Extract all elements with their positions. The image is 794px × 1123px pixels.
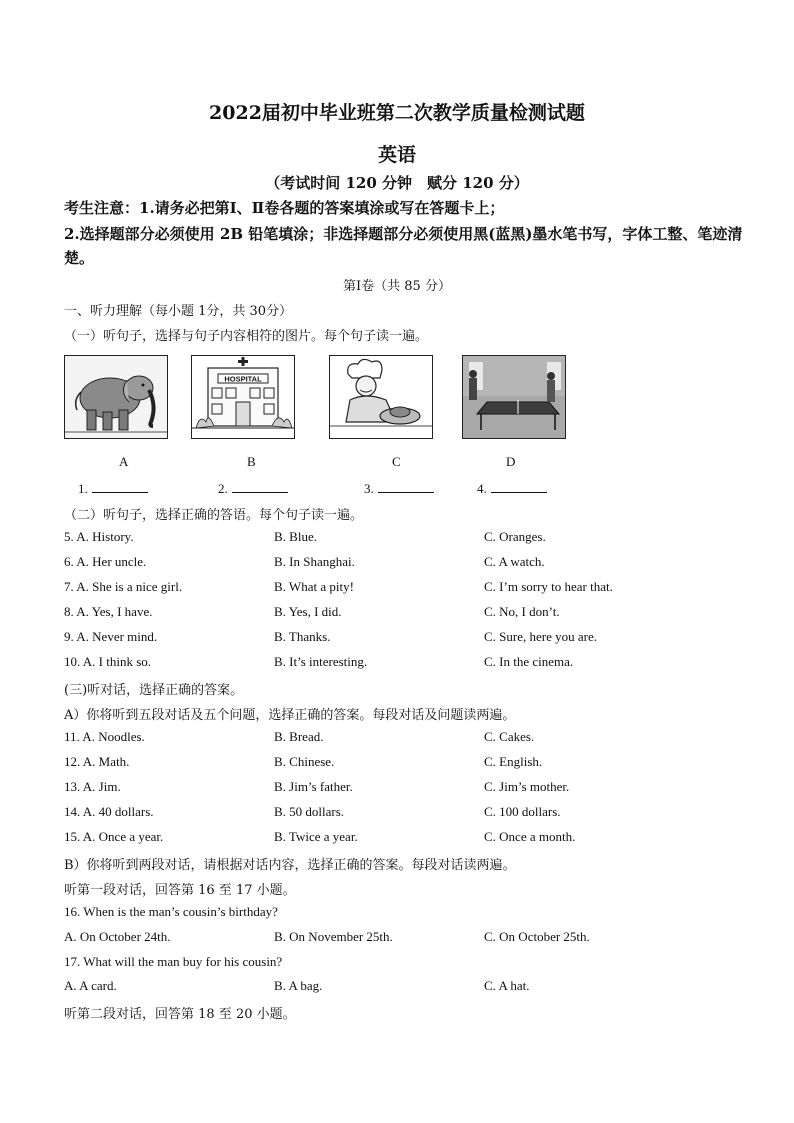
picture-label-c: C	[392, 454, 401, 469]
question-row: 10. A. I think so. B. It’s interesting. C. In the cinema.	[64, 654, 574, 669]
question-row: 5. A. History. B. Blue. C. Oranges.	[64, 529, 546, 544]
picture-d	[462, 355, 566, 439]
question-row: 14. A. 40 dollars. B. 50 dollars. C. 100 dollars.	[64, 804, 561, 819]
answer-blank-4: 4.	[477, 480, 547, 497]
question-17: 17. What will the man buy for his cousin?	[64, 954, 283, 969]
picture-c	[329, 355, 433, 439]
question-row: 12. A. Math. B. Chinese. C. English.	[64, 754, 543, 769]
section1-heading: （一）听句子，选择与句子内容相符的图片。每个句子读一遍。	[64, 329, 429, 344]
svg-text:HOSPITAL: HOSPITAL	[224, 374, 262, 384]
hospital-icon	[192, 356, 294, 438]
question-row: 8. A. Yes, I have. B. Yes, I did. C. No, I don’t.	[64, 604, 560, 619]
blank-line	[491, 480, 547, 493]
question-row: A. On October 24th. B. On November 25th. C. On October 25th.	[64, 929, 590, 944]
exam-info: （考试时间 120 分钟 赋分 120 分）	[265, 174, 529, 192]
question-16: 16. When is the man’s cousin’s birthday?	[64, 904, 278, 919]
notice-line-1: 考生注意：1.请务必把第Ⅰ、Ⅱ卷各题的答案填涂或写在答题卡上；	[64, 199, 505, 217]
elephant-icon	[65, 356, 167, 438]
question-row: 15. A. Once a year. B. Twice a year. C. Once a month.	[64, 829, 576, 844]
part1-heading: 一、听力理解（每小题 1分，共 30分）	[64, 304, 293, 319]
section3-sub-a: A）你将听到五段对话及五个问题，选择正确的答案。每段对话及问题读两遍。	[64, 708, 516, 723]
section2-heading: （二）听句子，选择正确的答语。每个句子读一遍。	[64, 508, 364, 523]
exam-title: 2022届初中毕业班第二次教学质量检测试题	[209, 102, 585, 124]
blank-line	[232, 480, 288, 493]
notice-line-2: 2.选择题部分必须使用 2B 铅笔填涂；非选择题部分必须使用黑(蓝黑)墨水笔书写，字体工整、笔迹清楚。	[64, 225, 743, 267]
question-row: 9. A. Never mind. B. Thanks. C. Sure, here you are.	[64, 629, 597, 644]
table-tennis-icon	[463, 356, 565, 438]
picture-label-d: D	[506, 454, 516, 469]
subject-title: 英语	[377, 144, 416, 166]
question-row: 6. A. Her uncle. B. In Shanghai. C. A watch.	[64, 554, 545, 569]
section3-sub-b: B）你将听到两段对话，请根据对话内容，选择正确的答案。每段对话读两遍。	[64, 858, 516, 873]
question-row: 11. A. Noodles. B. Bread. C. Cakes.	[64, 729, 535, 744]
dialog1-instruction: 听第一段对话，回答第 16 至 17 小题。	[64, 883, 296, 898]
answer-blank-1: 1.	[78, 480, 148, 497]
picture-a	[64, 355, 168, 439]
blank-line	[92, 480, 148, 493]
volume-title: 第Ⅰ卷（共 85 分）	[343, 279, 451, 294]
question-row: 13. A. Jim. B. Jim’s father. C. Jim’s mother.	[64, 779, 570, 794]
answer-blank-2: 2.	[218, 480, 288, 497]
picture-b	[191, 355, 295, 439]
blank-line	[378, 480, 434, 493]
picture-label-b: B	[247, 454, 256, 469]
dialog2-instruction: 听第二段对话，回答第 18 至 20 小题。	[64, 1007, 296, 1022]
picture-label-a: A	[119, 454, 129, 469]
question-row: A. A card. B. A bag. C. A hat.	[64, 978, 530, 993]
chef-icon	[330, 356, 432, 438]
section3-heading: (三)听对话，选择正确的答案。	[64, 683, 244, 698]
question-row: 7. A. She is a nice girl. B. What a pity! C. I’m sorry to hear that.	[64, 579, 613, 594]
answer-blank-3: 3.	[364, 480, 434, 497]
